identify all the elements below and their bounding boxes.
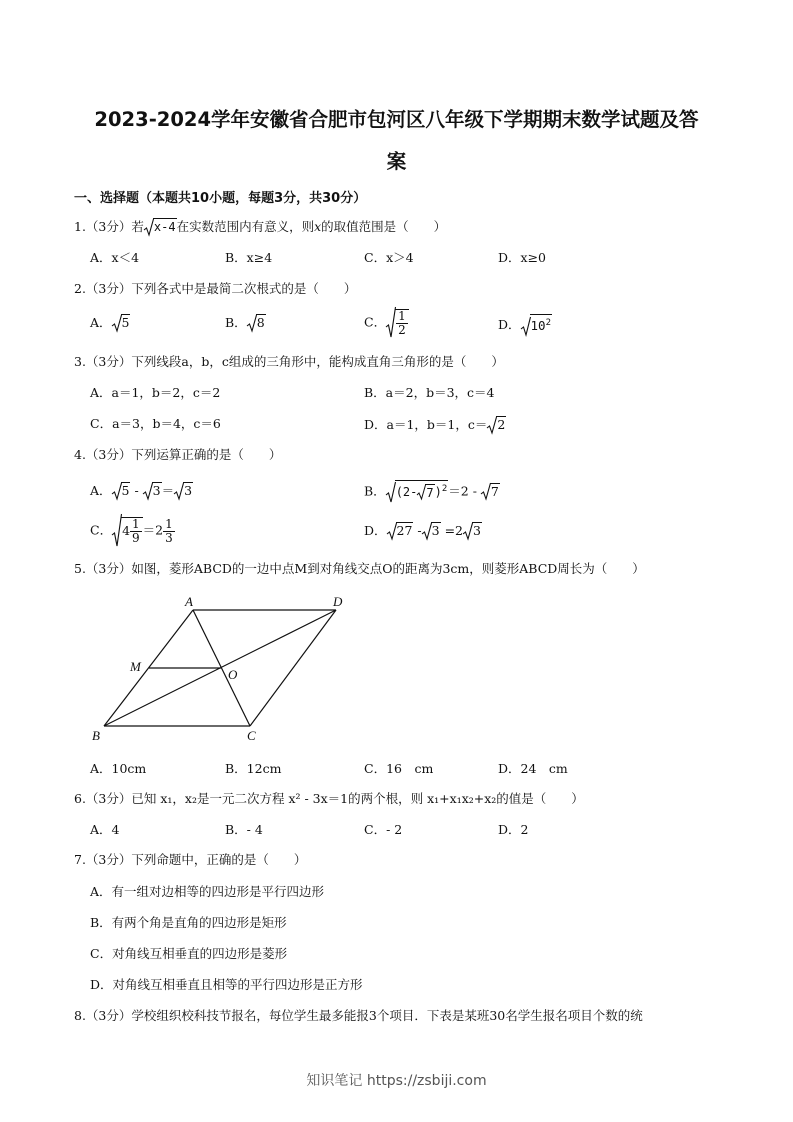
q3-option-b[interactable]: B．a＝2，b＝3，c＝4: [364, 385, 495, 400]
operator: -: [413, 522, 422, 538]
question-7: 7.（3分）下列命题中，正确的是（ ）: [74, 852, 307, 867]
option-label: D．: [364, 522, 387, 538]
exponent: 2: [545, 318, 552, 328]
radicand: 5: [121, 483, 130, 498]
page-title-line2: 案: [386, 150, 407, 173]
fraction-denominator: 9: [132, 531, 140, 545]
option-label: D．a＝1，b＝1，c＝: [364, 416, 488, 432]
radicand: 3: [431, 523, 440, 538]
expression: ): [434, 485, 442, 499]
radicand: 3: [184, 483, 193, 498]
option-label: A．: [90, 482, 112, 498]
sqrt-symbol: [386, 480, 449, 504]
operator: ＝2 -: [448, 483, 481, 499]
q2d-radicand: 10: [530, 318, 546, 334]
sqrt-symbol: [422, 522, 441, 541]
fraction-denominator: 2: [398, 323, 406, 337]
q1-text: 在实数范围内有意义，则: [176, 218, 315, 234]
q3-option-d[interactable]: [364, 416, 506, 435]
option-label: C．: [364, 314, 387, 330]
q1-var: x: [314, 218, 322, 234]
fraction: [163, 518, 175, 545]
question-6: 6.（3分）已知 x₁，x₂是一元二次方程 x² - 3x＝1的两个根，则 x₁+x₁x₂+x₂的值是（ ）: [74, 791, 584, 806]
q4-option-b[interactable]: [364, 480, 500, 504]
q1-tail: 的取值范围是（ ）: [321, 218, 447, 234]
sqrt-symbol: [112, 514, 143, 548]
sqrt-symbol: [463, 522, 482, 541]
operator: ＝: [161, 482, 175, 498]
label-m: M: [130, 659, 141, 674]
q2-option-d[interactable]: [498, 314, 552, 337]
q3-option-a[interactable]: A．a＝1，b＝2，c＝2: [90, 385, 221, 400]
sqrt-symbol: [144, 218, 177, 237]
fraction: [130, 518, 142, 545]
q3d-radicand: 2: [497, 417, 506, 432]
q4-option-c[interactable]: [90, 514, 175, 548]
sqrt-symbol: [143, 482, 162, 501]
sqrt-symbol: [112, 314, 131, 333]
exponent: 2: [441, 484, 448, 494]
option-label: D．: [498, 316, 521, 332]
q2b-radicand: 8: [256, 315, 265, 330]
sqrt-symbol: [417, 484, 434, 502]
q5-option-d[interactable]: D．24 cm: [498, 761, 568, 776]
q5-option-b[interactable]: B．12cm: [225, 761, 282, 776]
q1-radicand: x-4: [153, 220, 176, 234]
sqrt-symbol: [521, 314, 552, 337]
sqrt-symbol: [487, 416, 506, 435]
q4-option-a[interactable]: [90, 482, 193, 501]
q6-option-c[interactable]: C．- 2: [364, 822, 403, 837]
q1-option-b[interactable]: B．x≥4: [225, 250, 273, 265]
sqrt-symbol: [174, 482, 193, 501]
sqrt-symbol: [481, 483, 500, 502]
q2-option-c[interactable]: [364, 307, 409, 339]
radicand: 27: [396, 523, 413, 538]
option-label: A．: [90, 314, 112, 330]
q1-number: 1.（3分）若: [74, 218, 144, 234]
operator: -: [130, 482, 143, 498]
question-4: 4.（3分）下列运算正确的是（ ）: [74, 447, 282, 462]
question-1: [74, 218, 446, 237]
mixed-whole: 4: [122, 523, 131, 538]
expression: (2-: [395, 485, 418, 499]
footer-watermark: 知识笔记 https://zsbiji.com: [306, 1073, 487, 1089]
q2a-radicand: 5: [121, 315, 130, 330]
sqrt-symbol: [386, 307, 409, 339]
label-c: C: [247, 728, 256, 743]
question-5: 5.（3分）如图，菱形ABCD的一边中点M到对角线交点O的距离为3cm，则菱形ABCD周长为（ ）: [74, 561, 645, 576]
label-a: A: [185, 594, 193, 609]
fraction-numerator: 1: [165, 516, 173, 531]
option-label: B．: [364, 483, 386, 499]
sqrt-symbol: [387, 522, 414, 541]
q7-option-d[interactable]: D．对角线互相垂直且相等的平行四边形是正方形: [90, 977, 363, 992]
question-3: 3.（3分）下列线段a，b，c组成的三角形中，能构成直角三角形的是（ ）: [74, 354, 504, 369]
page-title-line1: 2023-2024学年安徽省合肥市包河区八年级下学期期末数学试题及答: [94, 108, 699, 131]
q2-option-b[interactable]: [225, 314, 266, 333]
q2-option-a[interactable]: [90, 314, 130, 333]
q5-option-a[interactable]: A．10cm: [90, 761, 147, 776]
question-2: 2.（3分）下列各式中是最简二次根式的是（ ）: [74, 281, 357, 296]
fraction: [396, 310, 408, 337]
q1-option-a[interactable]: A．x＜4: [90, 250, 140, 265]
fraction-numerator: 1: [398, 309, 406, 323]
fraction-denominator: 3: [165, 530, 173, 545]
option-label: C．: [90, 522, 113, 538]
section-heading: 一、选择题（本题共10小题，每题3分，共30分）: [74, 191, 367, 206]
radicand: 7: [426, 485, 434, 500]
radicand: 7: [490, 483, 499, 499]
label-d: D: [333, 594, 343, 609]
question-8: 8.（3分）学校组织校科技节报名，每位学生最多能报3个项目．下表是某班30名学生报名项目个数的统: [74, 1008, 643, 1023]
edge-dc: [250, 610, 336, 726]
radicand: 3: [152, 483, 161, 498]
q6-option-d[interactable]: D．2: [498, 822, 529, 837]
sqrt-symbol: [247, 314, 266, 333]
q1-option-c[interactable]: C．x＞4: [364, 250, 414, 265]
label-b: B: [92, 728, 100, 743]
fraction-numerator: 1: [132, 517, 140, 531]
radicand: 3: [473, 523, 481, 538]
q5-option-c[interactable]: C．16 cm: [364, 761, 434, 776]
rhombus-figure: [80, 590, 370, 750]
q4-option-d[interactable]: [364, 522, 482, 541]
option-label: B．: [225, 314, 247, 330]
q6-option-b[interactable]: B．- 4: [225, 822, 263, 837]
sqrt-symbol: [112, 482, 131, 501]
q1-option-d[interactable]: D．x≥0: [498, 250, 546, 265]
q7-option-c[interactable]: C．对角线互相垂直的四边形是菱形: [90, 946, 288, 961]
q7-option-b[interactable]: B．有两个角是直角的四边形是矩形: [90, 915, 287, 930]
operator: ＝2: [142, 522, 164, 538]
q3-option-c[interactable]: C．a＝3，b＝4，c＝6: [90, 416, 221, 431]
label-o: O: [228, 667, 238, 682]
q7-option-a[interactable]: A．有一组对边相等的四边形是平行四边形: [90, 884, 325, 899]
q6-option-a[interactable]: A．4: [90, 822, 120, 837]
operator: =2: [440, 522, 463, 538]
